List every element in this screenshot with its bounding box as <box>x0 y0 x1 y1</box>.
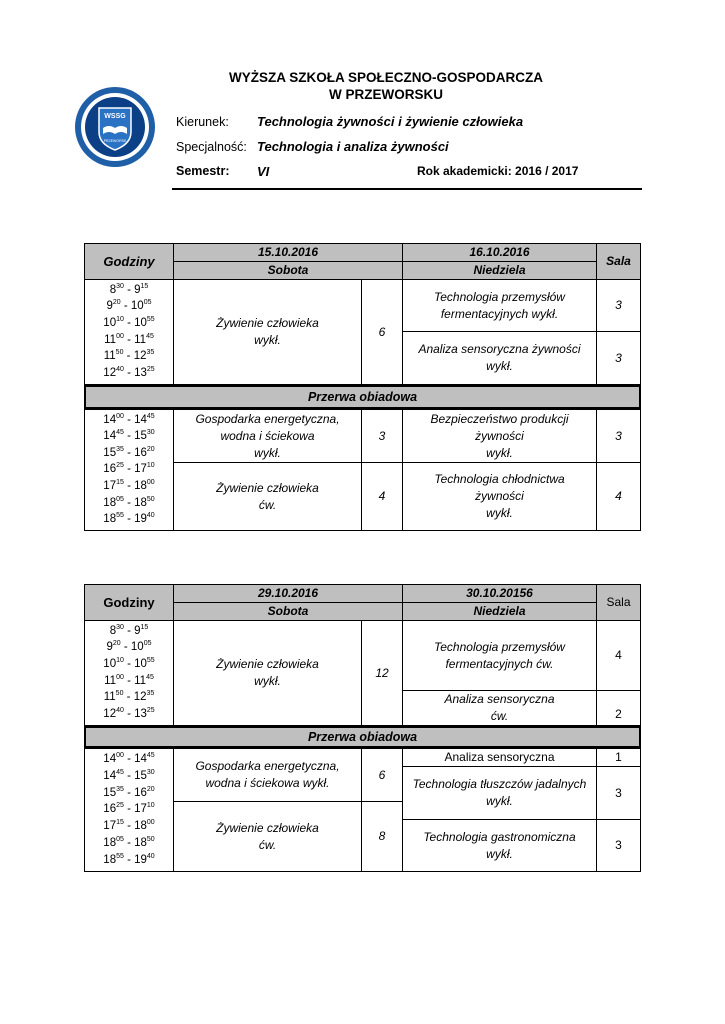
logo-abbr: WSSG <box>104 113 126 120</box>
room-number: 2 <box>596 690 641 726</box>
header-divider <box>172 188 642 190</box>
school-name-line1: WYŻSZA SZKOŁA SPOŁECZNO-GOSPODARCZA <box>229 70 543 85</box>
hour-range: $10^{10} - 10^{55}$ <box>103 316 155 330</box>
hours-count: 6 <box>361 279 403 385</box>
hour-range: $18^{55} - 19^{40}$ <box>103 852 155 866</box>
hours-afternoon <box>84 748 174 872</box>
room-number: 4 <box>596 620 641 691</box>
class-sunday-pm-2: Technologia tłuszczów jadalnych wykł. <box>402 766 597 820</box>
hour-range: $18^{55} - 19^{40}$ <box>103 512 155 526</box>
hour-range: $11^{00} - 11^{45}$ <box>104 332 154 346</box>
date-sunday: 16.10.2016 <box>402 243 597 262</box>
semestr-label: Semestr: <box>176 164 230 178</box>
class-sunday-pm-2: Technologia chłodnictwa żywności wykł. <box>402 462 597 531</box>
school-name-line2: W PRZEWORSKU <box>329 87 443 102</box>
kierunek-label: Kierunek: <box>176 115 229 129</box>
hour-range: $14^{45} - 15^{30}$ <box>103 429 155 443</box>
hours-count: 6 <box>361 748 403 802</box>
class-saturday-pm-2: Żywienie człowieka ćw. <box>173 462 362 531</box>
hour-range: $18^{05} - 18^{50}$ <box>103 836 155 850</box>
class-saturday-pm-1: Gospodarka energetyczna, wodna i ściekowa wykł. <box>173 748 362 802</box>
date-saturday: 15.10.2016 <box>173 243 403 262</box>
date-saturday: 29.10.2016 <box>173 584 403 603</box>
room-number: 3 <box>596 409 641 463</box>
class-sunday-pm-1: Bezpieczeństwo produkcji żywności wykł. <box>402 409 597 463</box>
godziny-header: Godziny <box>84 584 174 621</box>
specjalnosc-label: Specjalność: <box>176 140 247 154</box>
hour-range: $11^{50} - 12^{35}$ <box>103 690 155 704</box>
room-number: 3 <box>596 331 641 385</box>
lunch-break-row: Przerwa obiadowa <box>84 385 641 409</box>
day-sunday: Niedziela <box>402 602 597 621</box>
hour-range: $16^{25} - 17^{10}$ <box>103 462 155 476</box>
hour-range: $11^{50} - 12^{35}$ <box>103 349 155 363</box>
room-number: 3 <box>596 279 641 332</box>
sala-header: Sala <box>596 584 641 621</box>
hour-range: $17^{15} - 18^{00}$ <box>103 819 155 833</box>
class-sunday-am-2: Analiza sensoryczna ćw. <box>402 690 597 726</box>
hours-morning <box>84 279 174 385</box>
class-saturday-pm-2: Żywienie człowieka ćw. <box>173 801 362 872</box>
specjalnosc-value: Technologia i analiza żywności <box>257 139 449 154</box>
class-saturday-pm-1: Gospodarka energetyczna, wodna i ściekowa wykł. <box>173 409 362 463</box>
academic-year: Rok akademicki: 2016 / 2017 <box>417 164 579 178</box>
day-sunday: Niedziela <box>402 261 597 280</box>
day-saturday: Sobota <box>173 261 403 280</box>
hour-range: $9^{20} - 10^{05}$ <box>106 640 152 654</box>
class-sunday-am-1: Technologia przemysłów fermentacyjnych ćw. <box>402 620 597 691</box>
lunch-break-row: Przerwa obiadowa <box>84 726 641 748</box>
class-saturday-am: Żywienie człowieka wykł. <box>173 279 362 385</box>
hours-afternoon <box>84 409 174 531</box>
logo-city: PRZEWORSK <box>103 139 127 143</box>
date-sunday: 30.10.20156 <box>402 584 597 603</box>
semestr-value: VI <box>257 164 270 179</box>
kierunek-value: Technologia żywności i żywienie człowieka <box>257 114 524 129</box>
hour-range: $16^{25} - 17^{10}$ <box>103 802 155 816</box>
hour-range: $18^{05} - 18^{50}$ <box>103 495 155 509</box>
room-number: 3 <box>596 819 641 872</box>
hour-range: $8^{30} - 9^{15}$ <box>109 282 149 296</box>
hour-range: $8^{30} - 9^{15}$ <box>109 623 149 637</box>
room-number: 3 <box>596 766 641 820</box>
class-sunday-pm-1: Analiza sensoryczna <box>402 748 597 767</box>
school-logo <box>74 86 156 168</box>
class-sunday-am-1: Technologia przemysłów fermentacyjnych wykł. <box>402 279 597 332</box>
hour-range: $15^{35} - 16^{20}$ <box>103 445 155 459</box>
godziny-header: Godziny <box>84 243 174 280</box>
hour-range: $11^{00} - 11^{45}$ <box>104 673 154 687</box>
hour-range: $17^{15} - 18^{00}$ <box>103 479 155 493</box>
hours-count: 12 <box>361 620 403 726</box>
class-sunday-pm-3: Technologia gastronomiczna wykł. <box>402 819 597 872</box>
hours-count: 3 <box>361 409 403 463</box>
sala-header: Sala <box>596 243 641 280</box>
hour-range: $15^{35} - 16^{20}$ <box>103 785 155 799</box>
hour-range: $14^{00} - 14^{45}$ <box>103 751 155 765</box>
hour-range: $12^{40} - 13^{25}$ <box>103 707 155 721</box>
hour-range: $10^{10} - 10^{55}$ <box>103 657 155 671</box>
hour-range: $14^{45} - 15^{30}$ <box>103 768 155 782</box>
hour-range: $14^{00} - 14^{45}$ <box>103 412 155 426</box>
class-sunday-am-2: Analiza sensoryczna żywności wykł. <box>402 331 597 385</box>
hours-count: 8 <box>361 801 403 872</box>
hours-morning <box>84 620 174 726</box>
hour-range: $12^{40} - 13^{25}$ <box>103 366 155 380</box>
room-number: 4 <box>596 462 641 531</box>
class-saturday-am: Żywienie człowieka wykł. <box>173 620 362 726</box>
hours-count: 4 <box>361 462 403 531</box>
day-saturday: Sobota <box>173 602 403 621</box>
room-number: 1 <box>596 748 641 767</box>
hour-range: $9^{20} - 10^{05}$ <box>106 299 152 313</box>
